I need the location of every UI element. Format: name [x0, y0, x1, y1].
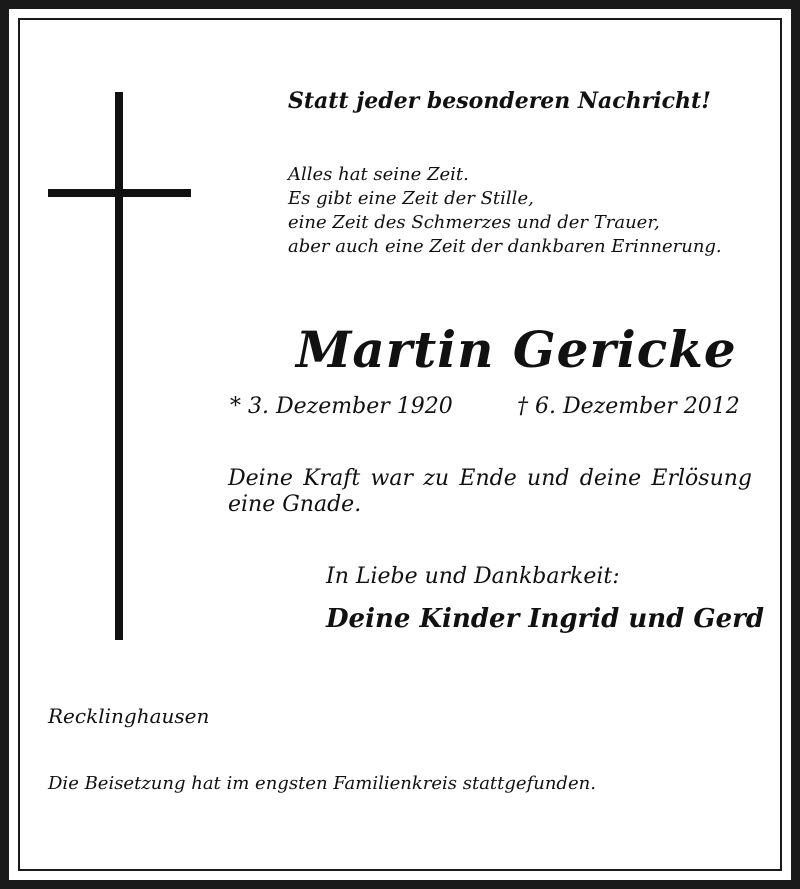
cross-horizontal-bar [48, 189, 191, 197]
headline: Statt jeder besonderen Nachricht! [288, 88, 711, 114]
poem-line: Alles hat seine Zeit. [288, 164, 469, 185]
poem-line: aber auch eine Zeit der dankbaren Erinnerung. [288, 236, 722, 257]
closing-line: In Liebe und Dankbarkeit: [326, 564, 620, 589]
funeral-note: Die Beisetzung hat im engsten Familienkreis stattgefunden. [48, 773, 596, 794]
poem-line: eine Zeit des Schmerzes und der Trauer, [288, 212, 660, 233]
deceased-name: Martin Gericke [296, 320, 737, 379]
poem [288, 163, 722, 259]
poem-line: Es gibt eine Zeit der Stille, [288, 188, 534, 209]
death-date: † 6. Dezember 2012 [517, 394, 740, 419]
inner-border [18, 18, 782, 871]
place-name: Recklinghausen [48, 704, 210, 728]
tribute-text: Deine Kraft war zu Ende und deine Erlösung eine Gnade. [228, 466, 752, 517]
birth-date: * 3. Dezember 1920 [230, 394, 453, 419]
cross-vertical-bar [115, 92, 123, 640]
signers: Deine Kinder Ingrid und Gerd [326, 604, 765, 634]
